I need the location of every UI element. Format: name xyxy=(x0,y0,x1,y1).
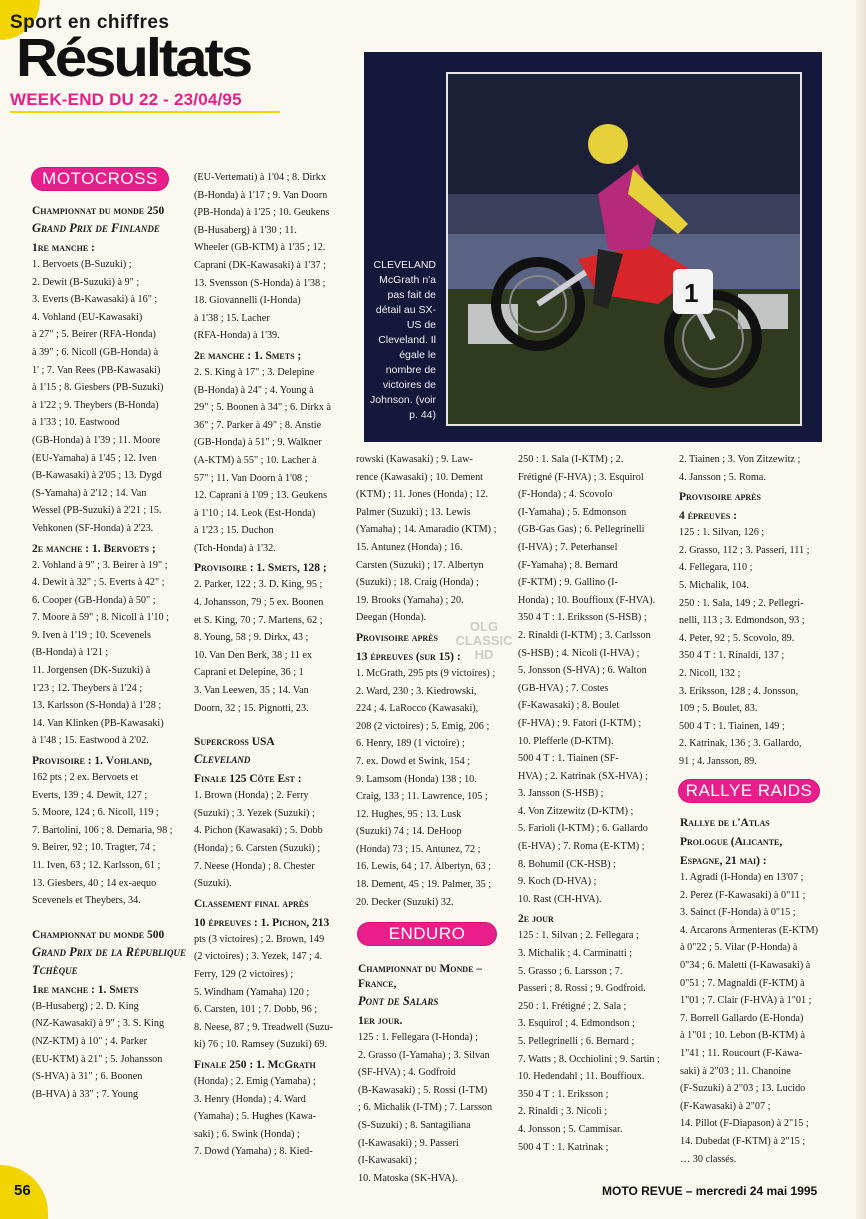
result-line: 2. Grasso (I-Yamaha) ; 3. Silvan xyxy=(358,1049,490,1061)
publication-footer: MOTO REVUE – mercredi 24 mai 1995 xyxy=(602,1184,818,1198)
result-line: 350 4 T : 1. Eriksson ; xyxy=(518,1088,609,1100)
result-line: 250 : 1. Frétigné ; 2. Sala ; xyxy=(518,1000,627,1012)
result-line: 36" ; 7. Parker à 49" ; 8. Anstie xyxy=(194,419,322,431)
result-line: (PB-Honda) à 1'25 ; 10. Geukens xyxy=(194,207,330,219)
result-line: Passeri ; 8. Rossi ; 9. Godfroid. xyxy=(518,983,646,995)
result-line: 250 : 1. Sala (I-KTM) ; 2. xyxy=(518,454,624,465)
result-line: 7. Neese (Honda) ; 8. Chester xyxy=(194,860,315,872)
result-line: (SF-HVA) ; 4. Godfroid xyxy=(358,1067,456,1079)
result-line: 4. Von Zitzewitz (D-KTM) ; xyxy=(518,805,634,817)
result-line: nelli, 113 ; 3. Edmondson, 93 ; xyxy=(679,615,805,627)
result-line: (EU-Yamaha) à 1'45 ; 12. Iven xyxy=(32,452,157,464)
result-line: (F-Suzuki) à 2"03 ; 13. Lucido xyxy=(680,1083,806,1095)
result-line: à 27" ; 5. Beirer (RFA-Honda) xyxy=(32,329,156,341)
result-line: (Suzuki) 74 ; 14. DeHoop xyxy=(356,826,462,838)
result-line: 29" ; 5. Boonen à 34" ; 6. Dirkx à xyxy=(194,402,332,414)
result-line: (KTM) ; 11. Jones (Honda) ; 12. xyxy=(356,489,489,501)
result-line: 5. Jonsson (S-HVA) ; 6. Walton xyxy=(518,665,647,677)
result-line: (B-Honda) à 24" ; 4. Young à xyxy=(194,384,314,396)
result-line: (I-Yamaha) ; 5. Edmonson xyxy=(518,506,627,518)
result-line: à 1'22 ; 9. Theybers (B-Honda) xyxy=(32,399,159,411)
page-edge xyxy=(856,0,866,1219)
result-line: (Honda) 73 ; 15. Antunez, 72 ; xyxy=(356,843,481,855)
result-line: 1"41 ; 11. Roucourt (F-Kawa- xyxy=(680,1047,803,1059)
result-line: 1'23 ; 12. Theybers à 1'24 ; xyxy=(32,682,143,694)
result-heading: 1er jour. xyxy=(358,1015,403,1027)
result-line: 12. Hughes, 95 ; 13. Lusk xyxy=(356,808,462,820)
section-badge-rallye: RALLYE RAIDS xyxy=(679,780,819,802)
result-line: (B-Kawasaki) ; 5. Rossi (I-TM) xyxy=(358,1084,488,1096)
results-column-3-enduro xyxy=(358,958,516,1187)
section-kicker: Sport en chiffres xyxy=(10,12,170,33)
result-line: 350 4 T : 1. Eriksson (S-HSB) ; xyxy=(518,612,647,624)
result-line: 4. Jonsson ; 5. Cammisar. xyxy=(518,1123,623,1135)
result-line: Everts, 139 ; 4. Dewit, 127 ; xyxy=(32,789,148,801)
result-line: 1. Brown (Honda) ; 2. Ferry xyxy=(194,790,309,802)
result-heading xyxy=(32,910,190,924)
result-heading: Pont de Salars xyxy=(358,994,439,1008)
result-line: 109 ; 5. Boulet, 83. xyxy=(679,703,758,715)
result-line: 19. Brooks (Yamaha) ; 20. xyxy=(356,594,464,606)
result-line: Deegan (Honda). xyxy=(356,612,427,624)
result-line: 9. Iven à 1'19 ; 10. Scevenels xyxy=(32,629,151,641)
result-line: 14. Pillot (F-Diapason) à 2"15 ; xyxy=(680,1118,809,1130)
result-line: (Yamaha) ; 14. Amaradio (KTM) ; xyxy=(356,524,497,536)
results-column-2 xyxy=(194,169,352,1161)
result-line: 3. Van Leewen, 35 ; 14. Van xyxy=(194,685,309,697)
result-line: 1. McGrath, 295 pts (9 victoires) ; xyxy=(356,667,496,679)
result-line: 125 : 1. Silvan, 126 ; xyxy=(679,527,765,539)
result-line: (EU-Vertemati) à 1'04 ; 8. Dirkx xyxy=(194,172,326,183)
result-line: 6. Carsten, 101 ; 7. Dobb, 96 ; xyxy=(194,1004,318,1016)
result-line: (Honda) ; 2. Emig (Yamaha) ; xyxy=(194,1075,316,1087)
result-line: à 1'38 ; 15. Lacher xyxy=(194,312,270,324)
number-plate: 1 xyxy=(684,278,699,308)
result-line: rence (Kawasaki) ; 10. Dement xyxy=(356,471,484,483)
result-line: (2 victoires) ; 3. Yezek, 147 ; 4. xyxy=(194,951,323,963)
result-line: 2. Parker, 122 ; 3. D. King, 95 ; xyxy=(194,579,323,591)
result-line: 4. Pichon (Kawasaki) ; 5. Dobb xyxy=(194,825,323,837)
result-line: à 1'33 ; 10. Eastwood xyxy=(32,417,120,429)
results-column-5 xyxy=(679,451,839,771)
result-line: 125 : 1. Silvan ; 2. Fellegara ; xyxy=(518,930,639,942)
result-heading: Classement final après xyxy=(194,897,309,910)
result-line: (Yamaha) ; 5. Hughes (Kawa- xyxy=(194,1111,317,1123)
result-heading: Championnat du monde 250 xyxy=(32,205,165,217)
result-line: 125 : 1. Fellegara (I-Honda) ; xyxy=(358,1032,478,1043)
results-column-4 xyxy=(518,451,676,1156)
result-line: (EU-KTM) à 21" ; 5. Johansson xyxy=(32,1053,163,1065)
result-heading: Championnat du monde 500 xyxy=(32,928,165,941)
result-line: 2. Perez (F-Kawasaki) à 0"11 ; xyxy=(680,889,806,901)
result-line: ki) 76 ; 10. Ramsey (Suzuki) 69. xyxy=(194,1039,327,1051)
result-line: Carsten (Suzuki) ; 17. Albertyn xyxy=(356,559,484,571)
result-line: 10. Van Den Berk, 38 ; 11 ex xyxy=(194,649,312,661)
result-line: 2. S. King à 17" ; 3. Delepine xyxy=(194,366,315,378)
result-line: 14. Dubedat (F-KTM) à 2"15 ; xyxy=(680,1135,806,1147)
result-heading: Championnat du Monde – France, xyxy=(358,963,483,990)
result-line: 3. Sainct (F-Honda) à 0"15 ; xyxy=(680,907,796,919)
result-line: 4. Peter, 92 ; 5. Scovolo, 89. xyxy=(679,632,795,644)
result-line: 20. Decker (Suzuki) 32. xyxy=(356,896,454,908)
result-heading: 1re manche : 1. Smets xyxy=(32,983,139,996)
result-line: 3. Henry (Honda) ; 4. Ward xyxy=(194,1093,306,1105)
result-line: (S-HVA) à 31" ; 6. Boonen xyxy=(32,1071,143,1083)
result-line: (Honda) ; 6. Carsten (Suzuki) ; xyxy=(194,843,321,854)
result-line: 9. Lamsom (Honda) 138 ; 10. xyxy=(356,773,477,785)
result-line: 3. Everts (B-Kawasaki) à 16" ; xyxy=(32,294,158,306)
result-heading: Espagne, 21 mai) : xyxy=(680,855,767,867)
result-line: saki) à 2"03 ; 11. Chanoine xyxy=(680,1065,791,1077)
result-line: (Suzuki) ; 18. Craig (Honda) ; xyxy=(356,577,479,589)
result-line: (B-Kawasaki) à 2'05 ; 13. Dygd xyxy=(32,470,162,482)
result-line: 7. Bartolini, 106 ; 8. Demaria, 98 ; xyxy=(32,824,173,836)
result-line: (RFA-Honda) à 1'39. xyxy=(194,330,280,342)
result-line: 6. Henry, 189 (1 victoire) ; xyxy=(356,738,465,750)
page-number: 56 xyxy=(14,1182,31,1199)
result-line: 18. Giovannelli (I-Honda) xyxy=(194,295,301,307)
result-line: (B-Husaberg) ; 2. D. King xyxy=(32,1000,139,1012)
result-line: 0"34 ; 6. Maletti (I-Kawasaki) à xyxy=(680,959,811,971)
result-line: 4. Jansson ; 5. Roma. xyxy=(679,471,766,483)
photo-motocross-rider xyxy=(446,72,802,426)
result-line: 6. Cooper (GB-Honda) à 50" ; xyxy=(32,594,156,606)
result-line: 350 4 T : 1. Rinaldi, 137 ; xyxy=(679,650,785,662)
result-line: 10. Matoska (SK-HVA). xyxy=(358,1172,458,1184)
result-line: (GB-Honda) à 1'39 ; 11. Moore xyxy=(32,434,161,446)
result-line: Vehkonen (SF-Honda) à 2'23. xyxy=(32,522,154,534)
result-heading: Grand Prix de la République Tchèque xyxy=(32,944,187,977)
result-line: Ferry, 129 (2 victoires) ; xyxy=(194,968,294,980)
result-line: 10. Plefferle (D-KTM). xyxy=(518,735,614,747)
result-line: 2. Ward, 230 ; 3. Kiedrowski, xyxy=(356,685,477,697)
result-line: 7. Borrell Gallardo (E-Honda) xyxy=(680,1012,804,1024)
result-line: Palmer (Suzuki) ; 13. Lewis xyxy=(356,506,471,518)
result-line: 57" ; 11. Van Doorn à 1'08 ; xyxy=(194,472,308,484)
result-line: et S. King, 70 ; 7. Martens, 62 ; xyxy=(194,614,323,626)
watermark: OLG CLASSIC HD xyxy=(455,619,513,662)
result-line: (F-Kawasaki) à 2"07 ; xyxy=(680,1100,771,1112)
result-line: pts (3 victoires) ; 2. Brown, 149 xyxy=(194,933,325,945)
results-column-5-rallye xyxy=(680,812,840,1168)
result-line: (GB-Honda) à 51" ; 9. Walkner xyxy=(194,437,322,449)
result-heading: Cleveland xyxy=(194,752,251,767)
rider-illustration xyxy=(448,74,800,424)
result-line: 5. Grasso ; 6. Larsson ; 7. xyxy=(518,965,623,977)
page-title: Résultats xyxy=(16,28,251,88)
result-line: 4. Vohland (EU-Kawasaki) xyxy=(32,311,143,323)
result-line: (A-KTM) à 55" ; 10. Lacher à xyxy=(194,454,317,466)
result-line: 5. Farioli (I-KTM) ; 6. Gallardo xyxy=(518,823,648,835)
result-line: 13. Svensson (S-Honda) à 1'38 ; xyxy=(194,277,326,289)
result-heading: Rallye de l'Atlas xyxy=(680,817,770,829)
result-line: à 39" ; 6. Nicoll (GB-Honda) à xyxy=(32,346,159,358)
result-heading xyxy=(194,717,352,731)
result-line: 4. Johansson, 79 ; 5 ex. Boonen xyxy=(194,597,324,609)
result-line: 3. Eriksson, 128 ; 4. Jonsson, xyxy=(679,685,799,697)
result-heading: Finale 250 : 1. McGrath xyxy=(194,1058,316,1071)
result-line: Doorn, 32 ; 15. Pignotti, 23. xyxy=(194,702,309,714)
result-line: à 1'48 ; 15. Eastwood à 2'02. xyxy=(32,735,149,747)
result-line: (Tch-Honda) à 1'32. xyxy=(194,542,276,554)
result-line: Wheeler (GB-KTM) à 1'35 ; 12. xyxy=(194,242,326,254)
result-line: Scevenels et Theybers, 34. xyxy=(32,895,141,907)
result-heading: Provisoire : 1. Smets, 128 ; xyxy=(194,562,327,575)
result-line: à 1'15 ; 8. Giesbers (PB-Suzuki) xyxy=(32,382,164,394)
section-badge-motocross: MOTOCROSS xyxy=(32,168,168,190)
result-line: 8. Young, 58 ; 9. Dirkx, 43 ; xyxy=(194,632,309,644)
results-column-1 xyxy=(32,200,190,1103)
result-line: 500 4 T : 1. Tiainen (SF- xyxy=(518,753,619,765)
result-line: 1. Agradi (I-Honda) en 13'07 ; xyxy=(680,872,804,883)
result-line: (F-Kawasaki) ; 8. Boulet xyxy=(518,700,620,712)
result-line: (I-Kawasaki) ; xyxy=(358,1155,418,1167)
result-line: 13. Karlsson (S-Honda) à 1'28 ; xyxy=(32,700,162,712)
result-line: 5. Pellegrinelli ; 6. Bernard ; xyxy=(518,1036,635,1047)
result-line: 2. Dewit (B-Suzuki) à 9" ; xyxy=(32,276,140,288)
result-heading: 2e manche : 1. Bervoets ; xyxy=(32,542,156,555)
result-heading: 4 épreuves : xyxy=(679,510,738,523)
result-line: 14. Van Klinken (PB-Kawasaki) xyxy=(32,717,164,729)
result-line: 15. Antunez (Honda) ; 16. xyxy=(356,541,463,553)
result-heading: Prologue (Alicante, xyxy=(680,836,783,848)
result-line: 3. Jansson (S-HSB) ; xyxy=(518,788,604,800)
result-line: 3. Michalik ; 4. Carminatti ; xyxy=(518,948,633,960)
result-line: (B-Honda) à 1'17 ; 9. Van Doorn xyxy=(194,189,328,201)
section-badge-enduro: ENDURO xyxy=(358,923,496,945)
result-heading: 2e jour xyxy=(518,913,554,926)
result-line: 16. Lewis, 64 ; 17. Albertyn, 63 ; xyxy=(356,861,491,873)
result-line: (Suzuki). xyxy=(194,878,232,890)
results-column-3 xyxy=(356,451,514,911)
result-line: 8. Neese, 87 ; 9. Treadwell (Suzu- xyxy=(194,1021,333,1033)
result-line: 2. Vohland à 9" ; 3. Beirer à 19" ; xyxy=(32,559,168,571)
result-line: (B-HVA) à 33" ; 7. Young xyxy=(32,1088,139,1100)
result-line: (I-HVA) ; 7. Peterhansel xyxy=(518,541,618,553)
result-line: 8. Bohumil (CK-HSB) ; xyxy=(518,858,616,870)
result-heading: 13 épreuves (sur 15) : xyxy=(356,650,461,663)
result-line: 2. Nicoll, 132 ; xyxy=(679,667,741,679)
result-heading: 2e manche : 1. Smets ; xyxy=(194,349,302,362)
result-line: (Suzuki) ; 3. Yezek (Suzuki) ; xyxy=(194,807,315,819)
result-line: Honda) ; 10. Bouffioux (F-HVA). xyxy=(518,594,656,606)
result-line: 2. Rinaldi (I-KTM) ; 3. Carlsson xyxy=(518,629,651,641)
result-line: Frétigné (F-HVA) ; 3. Esquirol xyxy=(518,471,644,483)
result-line: ; 6. Michalik (I-TM) ; 7. Larsson xyxy=(358,1102,493,1114)
result-line: 18. Dement, 45 ; 19. Palmer, 35 ; xyxy=(356,879,492,891)
result-line: 5. Windham (Yamaha) 120 ; xyxy=(194,986,310,998)
result-line: 2. Rinaldi ; 3. Nicoli ; xyxy=(518,1106,608,1118)
result-line: 7. ex. Dowd et Swink, 154 ; xyxy=(356,755,471,767)
result-line: 2. Katrinak, 136 ; 3. Gallardo, xyxy=(679,738,802,750)
result-heading: 1re manche : xyxy=(32,242,95,254)
result-line: 11. Iven, 63 ; 12. Karlsson, 61 ; xyxy=(32,860,161,871)
result-line: (F-Honda) ; 4. Scovolo xyxy=(518,489,613,501)
result-line: Caprani (DK-Kawasaki) à 1'37 ; xyxy=(194,259,326,271)
result-line: 10. Hedendahl ; 11. Bouffioux. xyxy=(518,1071,645,1083)
result-line: (B-Honda) à 1'21 ; xyxy=(32,647,109,659)
result-line: 7. Dowd (Yamaha) ; 8. Kied- xyxy=(194,1146,313,1158)
result-line: (I-Kawasaki) ; 9. Passeri xyxy=(358,1137,459,1149)
result-line: (F-Yamaha) ; 8. Bernard xyxy=(518,559,618,571)
result-line: (S-HSB) ; 4. Nicoli (I-HVA) ; xyxy=(518,647,640,659)
result-line: à 0"22 ; 5. Vilar (P-Honda) à xyxy=(680,942,798,954)
result-line: (GB-HVA) ; 7. Costes xyxy=(518,682,609,694)
result-line: 250 : 1. Sala, 149 ; 2. Pellegri- xyxy=(679,597,804,609)
result-line: 2. Grasso, 112 ; 3. Passeri, 111 ; xyxy=(679,544,810,556)
result-line: Craig, 133 ; 11. Lawrence, 105 ; xyxy=(356,791,488,803)
result-line: à 1'10 ; 14. Leok (Est-Honda) xyxy=(194,507,316,519)
result-line: 0"51 ; 7. Magnaldi (F-KTM) à xyxy=(680,977,805,989)
result-line: à 1'23 ; 15. Duchon xyxy=(194,525,274,537)
result-heading: Provisoire : 1. Vohland, xyxy=(32,755,152,768)
result-line: (NZ-Kawasaki) à 9" ; 3. S. King xyxy=(32,1018,165,1030)
result-line: 7. Watts ; 8. Occhiolini ; 9. Sartin ; xyxy=(518,1053,660,1065)
result-line: 10. Rast (CH-HVA). xyxy=(518,893,602,905)
result-heading: 10 épreuves : 1. Pichon, 213 xyxy=(194,916,330,929)
result-line: 162 pts ; 2 ex. Bervoets et xyxy=(32,772,139,784)
result-line: 13. Giesbers, 40 ; 14 ex-aequo xyxy=(32,877,157,889)
result-heading: Finale 125 Côte Est : xyxy=(194,773,302,786)
result-line: (S-Suzuki) ; 8. Santagiliana xyxy=(358,1119,471,1131)
result-line: 500 4 T : 1. Tiainen, 149 ; xyxy=(679,720,785,732)
result-line: 5. Moore, 124 ; 6. Nicoll, 119 ; xyxy=(32,807,159,819)
result-line: (GB-Gas Gas) ; 6. Pellegrinelli xyxy=(518,524,645,536)
result-line: 500 4 T : 1. Katrinak ; xyxy=(518,1141,609,1153)
result-line: 208 (2 victoires) ; 5. Emig, 206 ; xyxy=(356,720,490,732)
result-line: 12. Caprani à 1'09 ; 13. Geukens xyxy=(194,490,328,502)
result-line: 3. Esquirol ; 4. Edmondson ; xyxy=(518,1018,635,1030)
result-line: (E-HVA) ; 7. Roma (E-KTM) ; xyxy=(518,841,645,853)
result-line: 2. Tiainen ; 3. Von Zitzewitz ; xyxy=(679,454,801,465)
result-line: 1"01 ; 7. Clair (F-HVA) à 1"01 ; xyxy=(680,995,812,1007)
result-line: 4. Arcarons Armenteras (E-KTM) xyxy=(680,924,819,936)
result-line: HVA) ; 2. Katrinak (SX-HVA) ; xyxy=(518,770,648,782)
page-subtitle: WEEK-END DU 22 - 23/04/95 xyxy=(10,90,242,109)
result-line: 91 ; 4. Jansson, 89. xyxy=(679,755,757,767)
result-line: 5. Michalik, 104. xyxy=(679,579,749,591)
result-line: 7. Moore à 59" ; 8. Nicoll à 1'10 ; xyxy=(32,612,169,624)
result-line: Wessel (PB-Suzuki) à 2'21 ; 15. xyxy=(32,505,162,517)
result-line: 4. Fellegara, 110 ; xyxy=(679,562,753,574)
result-line: Caprani et Delepine, 36 ; 1 xyxy=(194,667,304,679)
result-line: 11. Jorgensen (DK-Suzuki) à xyxy=(32,665,151,677)
result-line: 1' ; 7. Van Rees (PB-Kawasaki) xyxy=(32,364,161,376)
result-line: 9. Beirer, 92 ; 10. Tragter, 74 ; xyxy=(32,842,156,854)
result-line: 224 ; 4. LaRocco (Kawasaki), xyxy=(356,703,479,715)
subtitle-underline xyxy=(10,111,280,113)
result-line: (S-Yamaha) à 2'12 ; 14. Van xyxy=(32,487,147,499)
result-line: 4. Dewit à 32" ; 5. Everts à 42" ; xyxy=(32,577,165,589)
photo-caption: CLEVELAND McGrath n'a pas fait de détail au SX-US de Cleveland. Il égale le nombre de victoires de Johnson. (voir p. 44) xyxy=(370,259,436,421)
result-line: 1. Bervoets (B-Suzuki) ; xyxy=(32,259,132,270)
result-heading: Grand Prix de Finlande xyxy=(32,221,160,235)
result-line: à 1"01 ; 10. Lebon (B-KTM) à xyxy=(680,1030,805,1042)
result-line: (F-HVA) ; 9. Fatori (I-KTM) ; xyxy=(518,717,642,729)
result-heading: Supercross USA xyxy=(194,736,275,749)
result-heading: Provisoire après xyxy=(356,631,438,644)
result-line: saki) ; 6. Swink (Honda) ; xyxy=(194,1128,300,1140)
result-line: (F-KTM) ; 9. Gallino (I- xyxy=(518,577,618,589)
result-line: (NZ-KTM) à 10" ; 4. Parker xyxy=(32,1035,148,1047)
result-heading: Provisoire après xyxy=(679,491,761,504)
result-line: rowski (Kawasaki) ; 9. Law- xyxy=(356,454,473,465)
result-line: 9. Koch (D-HVA) ; xyxy=(518,876,597,888)
result-line: … 30 classés. xyxy=(680,1153,737,1165)
result-line: (B-Husaberg) à 1'30 ; 11. xyxy=(194,224,297,236)
